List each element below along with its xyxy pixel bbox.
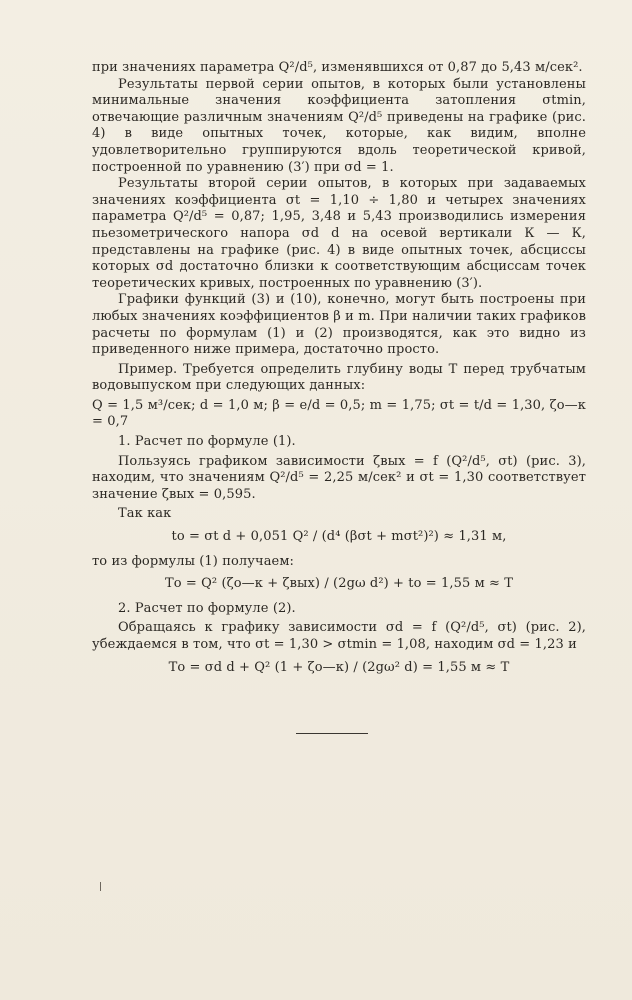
formula-T0-1: Tо = Q² (ζо—к + ζвых) / (2gω d²) + tо = 1,55 м ≈ T bbox=[164, 576, 514, 592]
example-intro: Пример. Требуется определить глубину воды T перед трубчатым водовыпуском при следующих данных: bbox=[92, 361, 586, 394]
paragraph-graph-2: Обращаясь к графику зависимости σd = f (Q²/d⁵, σt) (рис. 2), убеждаемся в том, что σt = 1,30 > σtmin = 1,08, находим σd = 1,23 и bbox=[92, 620, 586, 652]
since-text: Так как bbox=[118, 506, 172, 522]
margin-mark bbox=[100, 882, 101, 891]
step-2-heading: 2. Расчет по формуле (2). bbox=[118, 600, 296, 616]
paragraph-graph-1: Пользуясь графиком зависимости ζвых = f (Q²/d⁵, σt) (рис. 3), находим, что значениям Q²/d⁵ = 2,25 м/сек² и σt = 1,30 соответствует значение ζвых = 0,595. bbox=[92, 453, 586, 502]
step-1-heading: 1. Расчет по формуле (1). bbox=[118, 434, 296, 450]
formula-T0-2: Tо = σd d + Q² (1 + ζо—к) / (2gω² d) = 1,55 м ≈ T bbox=[168, 659, 510, 675]
formula-t0: tо = σt d + 0,051 Q² / (d⁴ (βσt + mσt²)²) ≈ 1,31 м, bbox=[171, 529, 507, 545]
separator-rule bbox=[296, 733, 368, 734]
text-body bbox=[92, 60, 586, 684]
from-formula-text: то из формулы (1) получаем: bbox=[92, 553, 295, 569]
example-data: Q = 1,5 м³/сек; d = 1,0 м; β = e/d = 0,5; m = 1,75; σt = t/d = 1,30, ζо—к = 0,7 bbox=[92, 397, 586, 430]
paragraph-1: при значениях параметра Q²/d⁵, изменявшихся от 0,87 до 5,43 м/сек². bbox=[92, 60, 583, 75]
paragraph-3: Результаты второй серии опытов, в которых при задаваемых значениях коэффициента σt = 1,10 ÷ 1,80 и четырех значениях параметра Q²/d⁵ = 0,87; 1,95, 3,48 и 5,43 производились измерения пьезометрического напора σd d на осевой вертикали К — К, представлены на графике (рис. 4) в виде опытных точек, абсциссы которых σd достаточно близки к соответствующим абсциссам точек теоретических кривых, построенных по уравнению (3′). bbox=[92, 176, 586, 291]
paragraph-4: Графики функций (3) и (10), конечно, могут быть построены при любых значениях коэффициентов β и m. При наличии таких графиков расчеты по формулам (1) и (2) производятся, как это видно из приведенного ниже примера, достаточно просто. bbox=[92, 292, 586, 358]
paragraph-2: Результаты первой серии опытов, в которых были установлены минимальные значения коэффициента затопления σtmin, отвечающие различным значениям Q²/d⁵ приведены на графике (рис. 4) в виде опытных точек, которые, как видим, вполне удовлетворительно группируются вдоль теоретической кривой, построенной по уравнению (3′) при σd = 1. bbox=[92, 76, 586, 175]
